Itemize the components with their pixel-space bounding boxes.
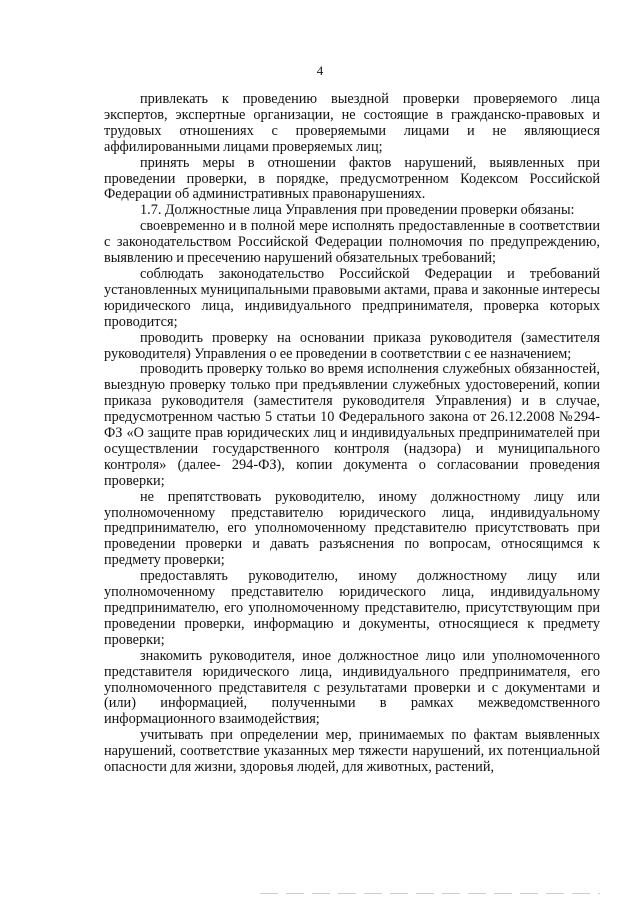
paragraph-exercise-powers: своевременно и в полной мере исполнять предоставленные в соответствии с законодательством Российской Федерации полномочия по предупреждению, выявлению и пресечению нарушений обязательных требований; (104, 218, 600, 267)
paragraph-provide-information: предоставлять руководителю, иному должностному лицу или уполномоченному представителю юридического лица, индивидуальному предпринимателю, его уполномоченному представителю, присутствующим при проведении проверки, информацию и документы, относящиеся к предмету проверки; (104, 568, 600, 648)
paragraph-section-1-7-heading: 1.7. Должностные лица Управления при проведении проверки обязаны: (140, 202, 575, 219)
paragraph-observe-legislation: соблюдать законодательство Российской Федерации и требований установленных муниципальными правовыми актами, права и законные интересы юридического лица, индивидуального предпринимателя, проверка которых проводится; (104, 265, 600, 330)
paragraph-acquaint-with-results: знакомить руководителя, иное должностное лицо или уполномоченного представителя юридического лица, индивидуального предпринимателя, его уполномоченного представителя с результатами проверки и с документами и (или) информацией, полученными в рамках межведомственного информационного взаимодействия; (104, 647, 600, 728)
paragraph-inspect-during-duties: проводить проверку только во время исполнения служебных обязанностей, выездную проверку только при предъявлении служебных удостоверений, копии приказа руководителя (заместителя руководителя Управления) и в случае, предусмотренном частью 5 статьи 10 Федерального закона от 26.12.2008 №294-ФЗ «О защите прав юридических лиц и индивидуальных предпринимателей при осуществлении государственного контроля (надзора) и муниципального контроля» (далее- 294-ФЗ), копии документа о согласовании проведения проверки; (104, 361, 600, 489)
paragraph-inspect-by-order: проводить проверку на основании приказа руководителя (заместителя руководителя) Управления о ее проведении в соответствии с ее назначением; (104, 329, 600, 362)
paragraph-engage-experts: привлекать к проведению выездной проверки проверяемого лица экспертов, экспертные организации, не состоящие в гражданско-правовых и трудовых отношениях с проверяемыми лицами и не являющиеся аффилированными лицами проверяемых лиц; (104, 91, 600, 155)
paragraph-take-measures: принять меры в отношении фактов нарушений, выявленных при проведении проверки, в порядке, предусмотренном Кодексом Российской Федерации об административных правонарушениях. (104, 154, 600, 203)
paragraph-not-obstruct: не препятствовать руководителю, иному должностному лицу или уполномоченному представителю юридического лица, индивидуальному предпринимателю, его уполномоченному представителю присутствовать при проведении проверки и давать разъяснения по вопросам, относящимся к предмету проверки; (104, 488, 600, 569)
document-body (104, 92, 600, 776)
paragraph-consider-measures: учитывать при определении мер, принимаемых по фактам выявленных нарушений, соответствие указанных мер тяжести нарушений, их потенциальной опасности для жизни, здоровья людей, для животных, растений, (104, 727, 600, 776)
scan-bottom-edge (260, 893, 600, 894)
page-number: 4 (316, 63, 324, 78)
